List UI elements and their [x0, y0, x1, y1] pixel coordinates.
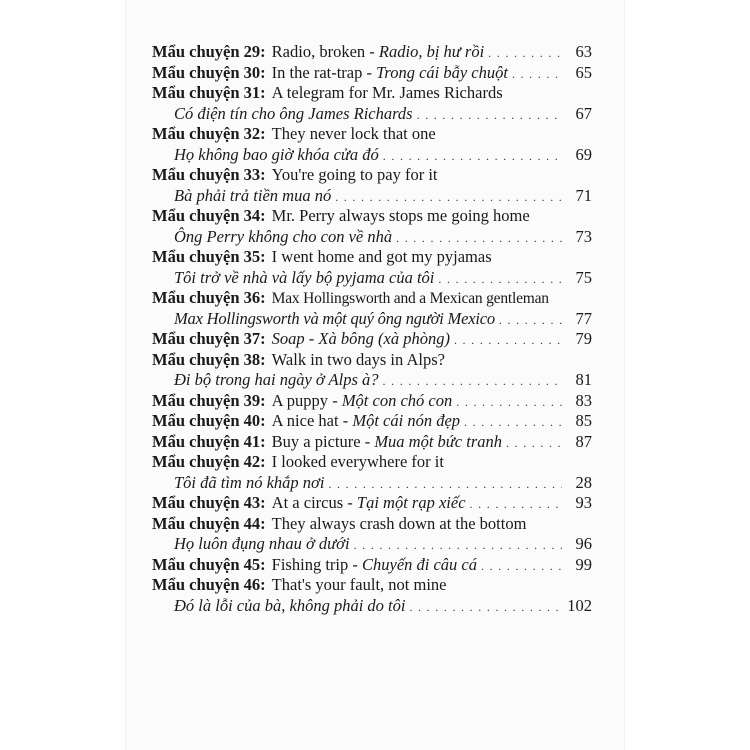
entry-english-title: They never lock that one	[271, 124, 436, 143]
entry-vietnamese-title: Bà phải trả tiền mua nó	[174, 185, 332, 205]
entry-vietnamese-title: Họ luôn đụng nhau ở dưới	[174, 534, 350, 553]
entry-vietnamese-title: Chuyến đi câu cá	[361, 554, 477, 574]
entry-page-number: 63	[575, 42, 592, 61]
entry-label: Mẩu chuyện 43:	[152, 493, 266, 512]
entry-page-number: 93	[575, 493, 592, 512]
entry-english-title: Soap	[271, 329, 305, 348]
leader-dots	[328, 474, 562, 495]
toc-entry-46	[152, 575, 592, 596]
entry-label: Mẩu chuyện 35:	[152, 247, 266, 266]
entry-label: Mẩu chuyện 34:	[152, 206, 266, 225]
toc-entry-37	[152, 329, 592, 350]
leader-dots	[506, 433, 562, 454]
entry-vietnamese-title: Một con chó con	[341, 390, 453, 410]
entry-page-number: 65	[575, 62, 592, 82]
leader-dots	[383, 146, 562, 167]
entry-english-title: Buy a picture	[271, 431, 361, 451]
leader-dots	[488, 43, 562, 64]
entry-english-title: I looked everywhere for it	[271, 452, 444, 471]
toc-entry-38-translation	[152, 370, 592, 391]
entry-page-number: 77	[575, 308, 592, 328]
entry-page-number: 85	[575, 411, 592, 430]
entry-page-number: 69	[575, 144, 592, 164]
entry-label: Mẩu chuyện 36:	[152, 288, 266, 307]
entry-label: Mẩu chuyện 39:	[152, 390, 266, 410]
entry-label: Mẩu chuyện 46:	[152, 575, 266, 594]
toc-entry-33-translation	[152, 186, 592, 207]
entry-page-number: 75	[575, 267, 592, 287]
entry-separator: -	[343, 493, 357, 512]
entry-english-title: I went home and got my pyjamas	[271, 247, 492, 266]
entry-vietnamese-title: Max Hollingsworth và một quý ông người Mexico	[174, 308, 495, 328]
entry-vietnamese-title: Ông Perry không cho con về nhà	[174, 226, 393, 246]
toc-entry-34	[152, 206, 592, 227]
entry-vietnamese-title: Trong cái bẫy chuột	[376, 62, 508, 82]
entry-separator: -	[328, 390, 342, 410]
entry-page-number: 96	[575, 534, 592, 553]
leader-dots	[335, 187, 562, 208]
entry-english-title: Fishing trip	[271, 554, 349, 574]
entry-vietnamese-title: Radio, bị hư rồi	[378, 42, 485, 61]
entry-vietnamese-title: Tôi trở về nhà và lấy bộ pyjama của tôi	[174, 267, 435, 287]
leader-dots	[512, 64, 562, 85]
leader-dots	[438, 269, 562, 290]
toc-entry-35-translation	[152, 268, 592, 289]
entry-label: Mẩu chuyện 32:	[152, 124, 266, 143]
leader-dots	[383, 371, 562, 392]
toc-entry-36-translation	[152, 309, 592, 330]
entry-vietnamese-title: Tại một rạp xiếc	[356, 493, 466, 512]
leader-dots	[499, 310, 562, 331]
table-of-contents	[152, 42, 592, 616]
entry-english-title: In the rat-trap	[271, 62, 363, 82]
leader-dots	[464, 412, 562, 433]
entry-english-title: Max Hollingsworth and a Mexican gentleman	[271, 290, 549, 307]
entry-label: Mẩu chuyện 38:	[152, 349, 266, 369]
toc-entry-32	[152, 124, 592, 145]
leader-dots	[354, 535, 562, 556]
entry-vietnamese-title: Mua một bức tranh	[374, 431, 503, 451]
leader-dots	[470, 494, 562, 515]
entry-english-title: At a circus	[271, 493, 344, 512]
entry-label: Mẩu chuyện 40:	[152, 411, 266, 430]
entry-page-number: 81	[575, 370, 592, 389]
entry-label: Mẩu chuyện 31:	[152, 83, 266, 102]
leader-dots	[409, 597, 562, 618]
leader-dots	[396, 228, 562, 249]
entry-separator: -	[338, 411, 353, 430]
toc-entry-31	[152, 83, 592, 104]
leader-dots	[454, 330, 562, 351]
entry-vietnamese-title: Họ không bao giờ khóa cửa đó	[174, 144, 379, 164]
entry-vietnamese-title: Có điện tín cho ông James Richards	[174, 103, 413, 123]
toc-entry-36	[152, 288, 592, 309]
entry-vietnamese-title: Đi bộ trong hai ngày ở Alps à?	[174, 370, 379, 389]
entry-page-number: 83	[575, 390, 592, 410]
leader-dots	[481, 556, 562, 577]
entry-english-title: A puppy	[271, 390, 329, 410]
entry-page-number: 71	[575, 185, 592, 205]
entry-label: Mẩu chuyện 30:	[152, 62, 266, 82]
toc-entry-33	[152, 165, 592, 186]
toc-entry-35	[152, 247, 592, 268]
entry-page-number: 102	[567, 595, 592, 615]
entry-english-title: Radio, broken	[271, 42, 366, 61]
entry-separator: -	[360, 431, 375, 451]
entry-label: Mẩu chuyện 42:	[152, 452, 266, 471]
entry-english-title: A nice hat	[271, 411, 339, 430]
entry-separator: -	[348, 554, 362, 574]
entry-page-number: 87	[575, 431, 592, 451]
toc-entry-44	[152, 514, 592, 535]
toc-entry-34-translation	[152, 227, 592, 248]
toc-entry-42	[152, 452, 592, 473]
entry-label: Mẩu chuyện 41:	[152, 431, 266, 451]
entry-vietnamese-title: Xà bông (xà phòng)	[318, 329, 450, 348]
toc-entry-44-translation	[152, 534, 592, 555]
entry-separator: -	[365, 42, 379, 61]
toc-entry-31-translation	[152, 104, 592, 125]
toc-entry-41	[152, 432, 592, 453]
entry-page-number: 73	[575, 226, 592, 246]
toc-entry-42-translation	[152, 473, 592, 494]
toc-entry-39	[152, 391, 592, 412]
toc-entry-38	[152, 350, 592, 371]
toc-entry-43	[152, 493, 592, 514]
entry-english-title: You're going to pay for it	[271, 165, 438, 184]
entry-vietnamese-title: Đó là lỗi của bà, không phải do tôi	[174, 595, 406, 615]
toc-entry-29	[152, 42, 592, 63]
entry-label: Mẩu chuyện 37:	[152, 329, 266, 348]
toc-entry-46-translation	[152, 596, 592, 617]
entry-page-number: 99	[575, 554, 592, 574]
entry-label: Mẩu chuyện 29:	[152, 42, 266, 61]
leader-dots	[456, 392, 562, 413]
entry-english-title: A telegram for Mr. James Richards	[271, 83, 503, 102]
entry-label: Mẩu chuyện 44:	[152, 513, 266, 533]
entry-page-number: 79	[575, 329, 592, 348]
entry-page-number: 28	[575, 472, 592, 492]
toc-entry-32-translation	[152, 145, 592, 166]
entry-vietnamese-title: Một cái nón đẹp	[352, 411, 461, 430]
entry-page-number: 67	[575, 103, 592, 123]
entry-english-title: Mr. Perry always stops me going home	[271, 206, 530, 225]
book-page	[126, 0, 624, 750]
entry-label: Mẩu chuyện 33:	[152, 165, 266, 184]
toc-entry-40	[152, 411, 592, 432]
leader-dots	[417, 105, 562, 126]
entry-separator: -	[362, 62, 377, 82]
toc-entry-45	[152, 555, 592, 576]
toc-entry-30	[152, 63, 592, 84]
entry-english-title: That's your fault, not mine	[271, 575, 447, 594]
entry-vietnamese-title: Tôi đã tìm nó khắp nơi	[174, 472, 325, 492]
entry-separator: -	[304, 329, 319, 348]
entry-english-title: They always crash down at the bottom	[271, 513, 527, 533]
entry-english-title: Walk in two days in Alps?	[271, 349, 445, 369]
entry-label: Mẩu chuyện 45:	[152, 554, 266, 574]
